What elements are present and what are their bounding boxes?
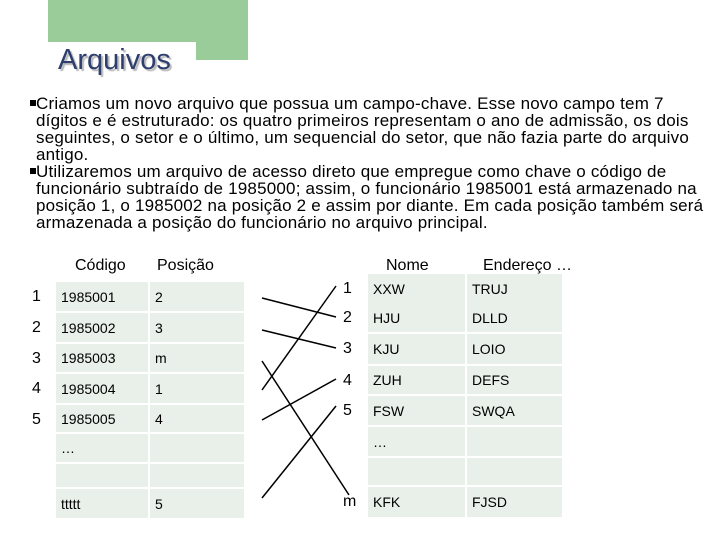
left-row-number: 5 (32, 411, 41, 428)
right-row-number: 2 (343, 309, 352, 326)
left-cell-posicao: 1 (150, 374, 246, 405)
right-row-number: 1 (343, 280, 352, 297)
right-row-number: 5 (343, 402, 352, 419)
left-row-number: 3 (32, 350, 41, 367)
paragraph-1-text: Criamos um novo arquivo que possua um campo-chave. Esse novo campo tem 7 dígitos e é estruturado: os quatro primeiros representam o ano de admissão, os dois seguintes, o setor e o último, um sequencial do setor, que não fazia parte do arquivo antigo. (36, 94, 690, 164)
left-cell-posicao: 4 (150, 405, 246, 434)
right-cell-nome: XXW (368, 274, 467, 305)
left-cell-codigo: 1985001 (56, 282, 150, 313)
left-header-codigo: Código (75, 257, 126, 274)
slide-title: Arquivos (58, 44, 171, 76)
right-cell-endereco: DLLD (467, 303, 564, 334)
left-row-number: 2 (32, 319, 41, 336)
right-cell-nome: ZUH (368, 366, 467, 396)
paragraph-2-text: Utilizaremos um arquivo de acesso direto que empregue como chave o código de funcionário subtraído de 1985000; assim, o funcionário 1985001 está armazenado na posição 1, o 1985002 na posição 2 e assim por diante. Em cada posição também será armazenada a posição do funcionário no arquivo principal. (36, 162, 704, 232)
left-cell-codigo: 1985005 (56, 405, 150, 434)
right-cell-nome: FSW (368, 396, 467, 427)
left-cell-posicao: m (150, 344, 246, 374)
right-cell-nome: … (368, 427, 467, 458)
right-cell-endereco: SWQA (467, 396, 564, 427)
right-cell-nome: KJU (368, 334, 467, 366)
right-header-nome: Nome (386, 257, 429, 274)
left-cell-codigo: 1985002 (56, 313, 150, 344)
left-header-posicao: Posição (157, 257, 214, 274)
pointer-line (262, 379, 336, 420)
right-cell-endereco: LOIO (467, 334, 564, 366)
right-cell-endereco: FJSD (467, 487, 564, 519)
right-cell-nome: HJU (368, 303, 467, 334)
left-row-number: 4 (32, 380, 41, 397)
right-header-endereco: Endereço … (483, 257, 572, 274)
left-row-number: 1 (32, 288, 41, 305)
left-cell-posicao: 5 (150, 489, 246, 520)
right-row-number: m (343, 493, 357, 510)
right-cell-endereco: TRUJ (467, 274, 564, 305)
pointer-line (262, 406, 336, 498)
right-row-number: 4 (343, 372, 352, 389)
left-cell-codigo: … (56, 434, 150, 464)
left-cell-codigo: 1985003 (56, 344, 150, 374)
right-cell-endereco: DEFS (467, 366, 564, 396)
right-cell-nome: KFK (368, 487, 467, 519)
pointer-line (262, 361, 349, 495)
left-cell-posicao: 3 (150, 313, 246, 344)
right-row-number: 3 (343, 340, 352, 357)
left-cell-codigo: ttttt (56, 489, 150, 520)
left-cell-codigo: 1985004 (56, 374, 150, 405)
left-cell-posicao: 2 (150, 282, 246, 313)
